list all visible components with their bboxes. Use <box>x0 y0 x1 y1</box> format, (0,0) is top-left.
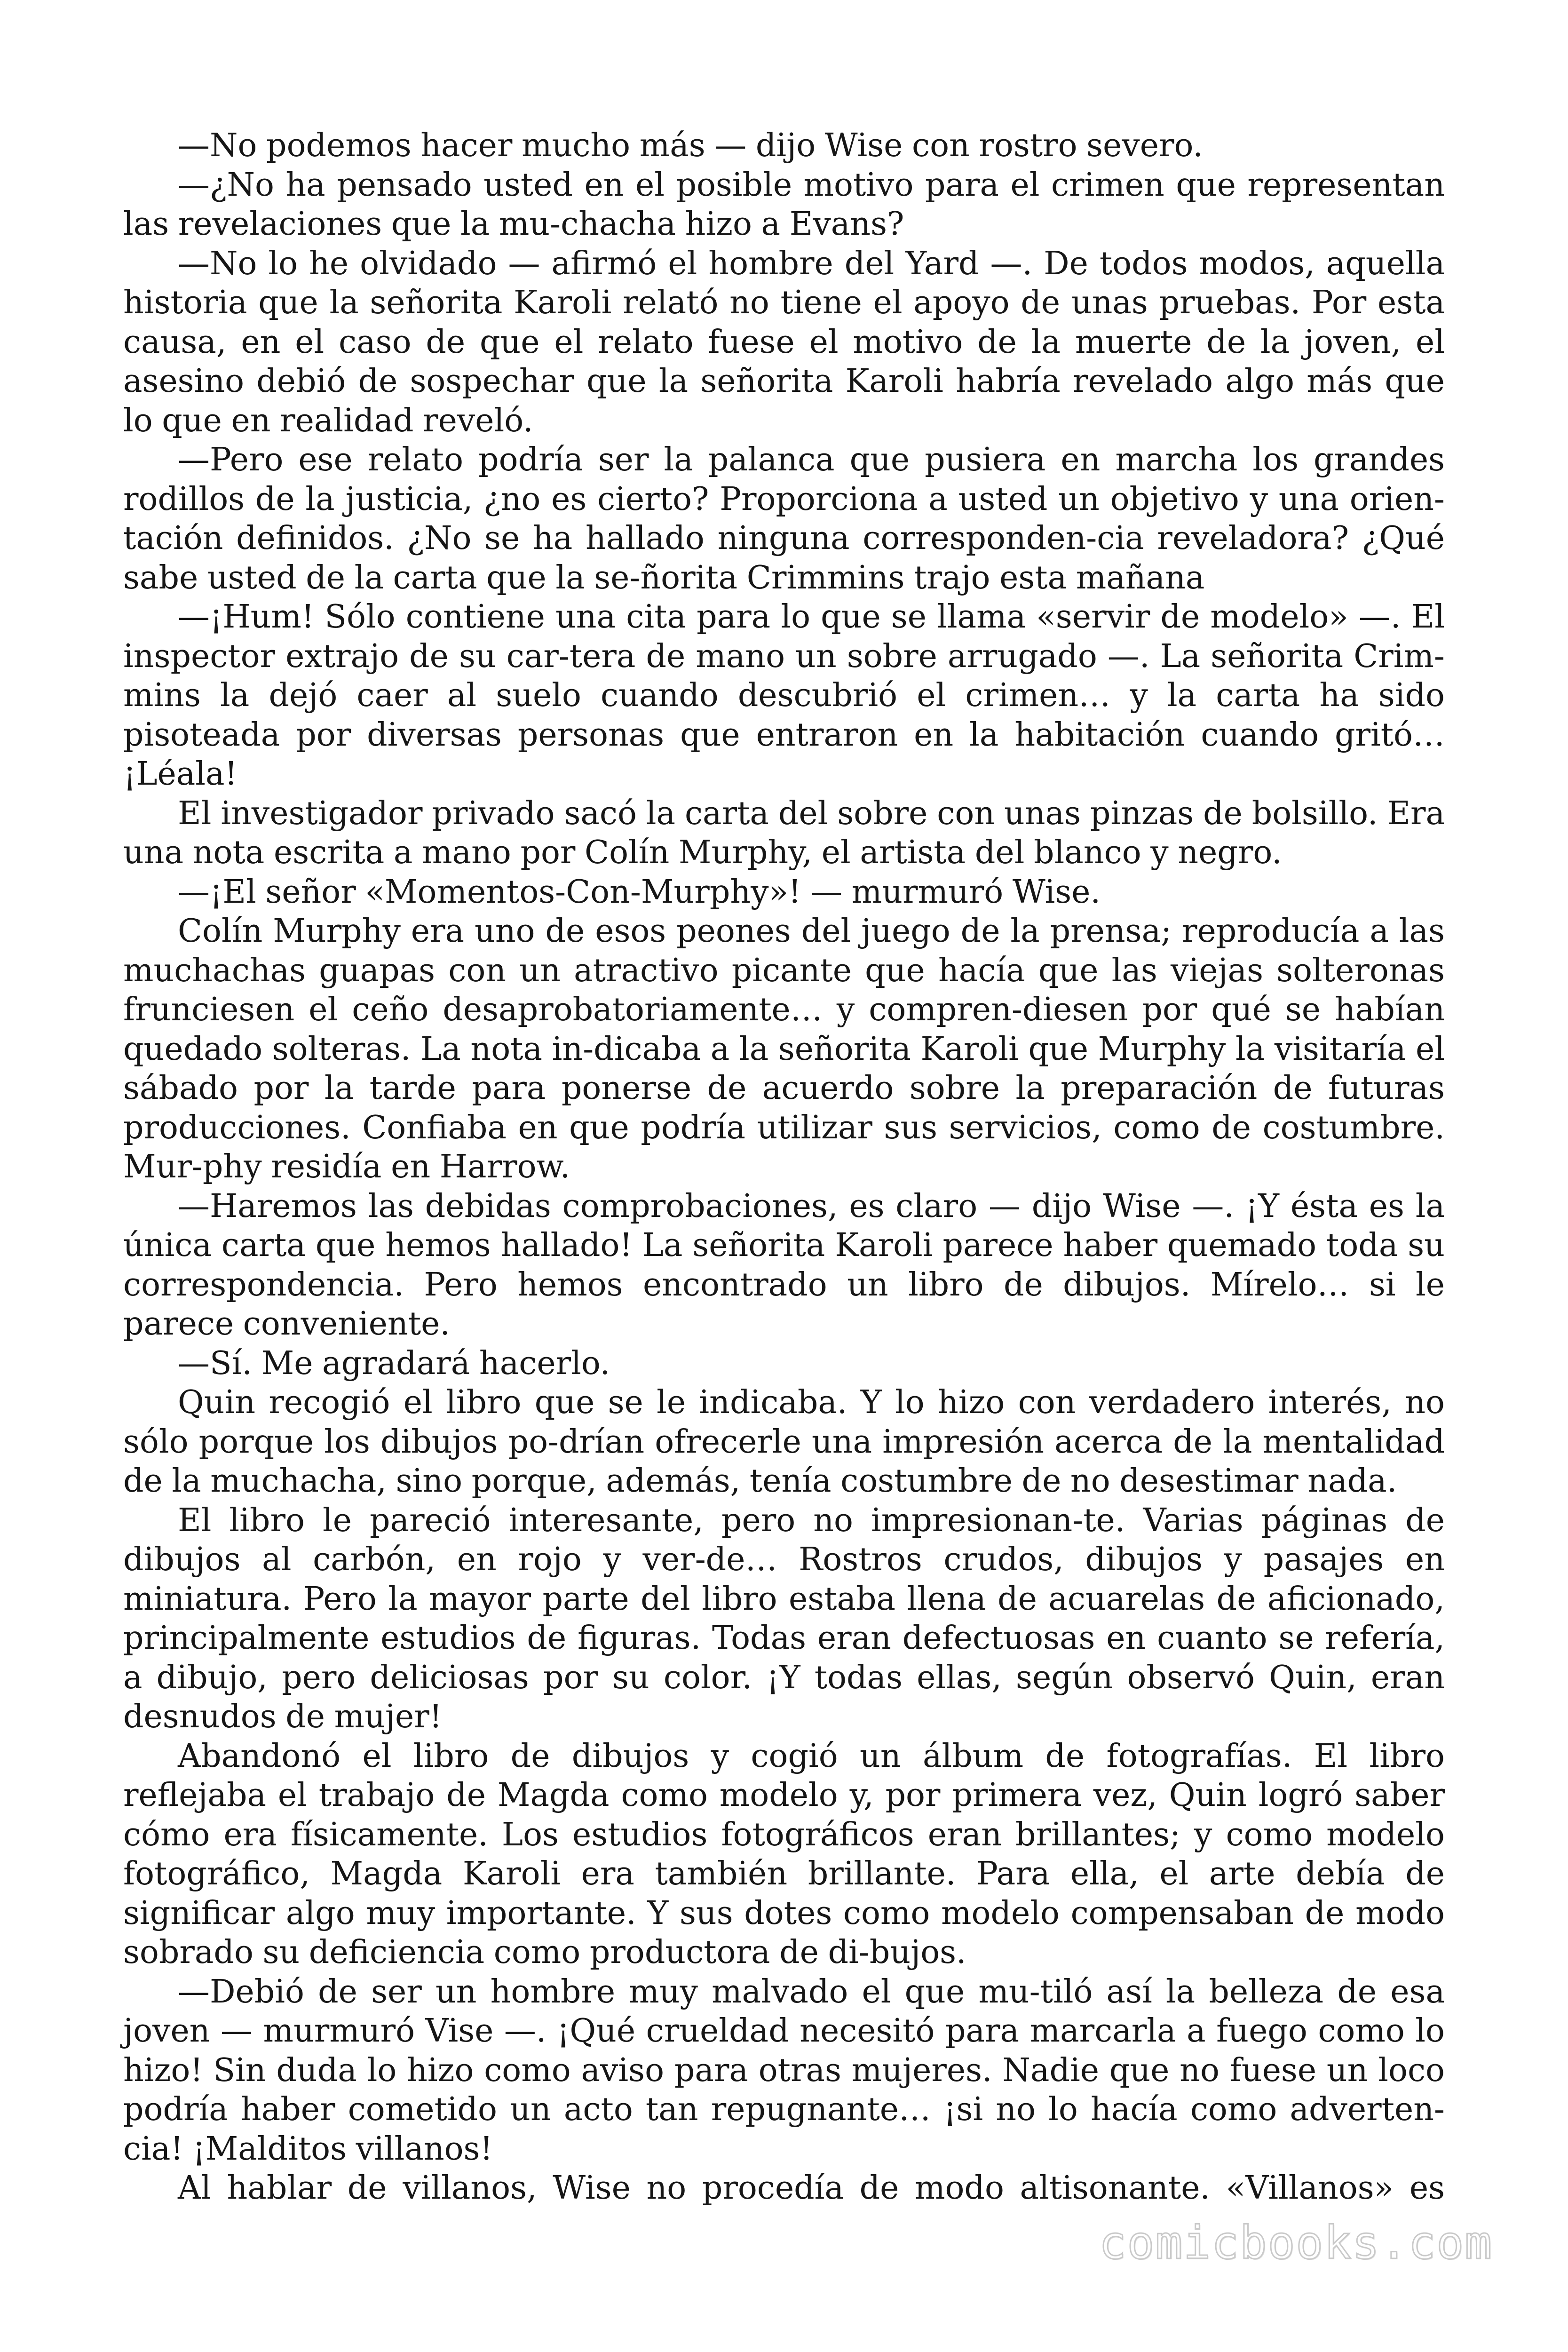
paragraph: Quin recogió el libro que se le indicaba. Y lo hizo con verdadero interés, no sólo porque los dibujos po-drían ofrecerle una impresión acerca de la mentalidad de la muchacha, sino porque, además, tenía costumbre de no desestimar nada. <box>123 1384 1445 1500</box>
paragraph: Al hablar de villanos, Wise no procedía de modo altisonante. «Villanos» es <box>178 2169 1445 2207</box>
paragraph: —No podemos hacer mucho más — dijo Wise con rostro severo. <box>178 127 1203 164</box>
paragraph: —Debió de ser un hombre muy malvado el que mu-tiló así la belleza de esa joven — murmuró Vise —. ¡Qué crueldad necesitó para marcarla a fuego como lo hizo! Sin duda lo hizo como aviso para otras mujeres. Nadie que no fuese un loco podría haber cometido un acto tan repugnante… ¡si no lo hacía como adverten-cia! ¡Malditos villanos! <box>123 1973 1445 2168</box>
paragraph: —Haremos las debidas comprobaciones, es claro — dijo Wise —. ¡Y ésta es la única carta que hemos hallado! La señorita Karoli parece haber quemado toda su correspondencia. Pero hemos encontrado un libro de dibujos. Mírelo… si le parece conveniente. <box>123 1187 1445 1343</box>
paragraph: —Sí. Me agradará hacerlo. <box>178 1344 610 1382</box>
paragraph: Abandonó el libro de dibujos y cogió un álbum de fotografías. El libro reflejaba el trabajo de Magda como modelo y, por primera vez, Quin logró saber cómo era físicamente. Los estudios fotográficos eran brillantes; y como modelo fotográfico, Magda Karoli era también brillante. Para ella, el arte debía de significar algo muy importante. Y sus dotes como modelo compensaban de modo sobrado su deficiencia como productora de di-bujos. <box>123 1737 1445 1971</box>
paragraph: Colín Murphy era uno de esos peones del juego de la prensa; reproducía a las muchachas guapas con un atractivo picante que hacía que las viejas solteronas frunciesen el ceño desaprobatoriamente… y compren-diesen por qué se habían quedado solteras. La nota in-dicaba a la señorita Karoli que Murphy la visitaría el sábado por la tarde para ponerse de acuerdo sobre la preparación de futuras producciones. Confiaba en que podría utilizar sus servicios, como de costumbre. Mur-phy residía en Harrow. <box>123 913 1445 1185</box>
paragraph: El libro le pareció interesante, pero no impresionan-te. Varias páginas de dibujos al carbón, en rojo y ver-de… Rostros crudos, dibujos y pasajes en miniatura. Pero la mayor parte del libro estaba llena de acuarelas de aficionado, principalmente estudios de figuras. Todas eran defectuosas en cuanto se refería, a dibujo, pero deliciosas por su color. ¡Y todas ellas, según observó Quin, eran desnudos de mujer! <box>123 1502 1445 1735</box>
paragraph: El investigador privado sacó la carta del sobre con unas pinzas de bolsillo. Era una nota escrita a mano por Colín Murphy, el artista del blanco y negro. <box>123 795 1445 871</box>
paragraph: —¡Hum! Sólo contiene una cita para lo que se llama «servir de modelo» —. El inspector extrajo de su car-tera de mano un sobre arrugado —. La señorita Crim-mins la dejó caer al suelo cuando descubrió el crimen… y la carta ha sido pisoteada por diversas personas que entraron en la habitación cuando gritó… ¡Léala! <box>123 598 1445 793</box>
paragraph: —Pero ese relato podría ser la palanca que pusiera en marcha los grandes rodillos de la justicia, ¿no es cierto? Proporciona a usted un objetivo y una orien-tación definidos. ¿No se ha hallado ninguna corresponden-cia reveladora? ¿Qué sabe usted de la carta que la se-ñorita Crimmins trajo esta mañana <box>123 441 1445 596</box>
paragraph: —No lo he olvidado — afirmó el hombre del Yard —. De todos modos, aquella historia que la señorita Karoli relató no tiene el apoyo de unas pruebas. Por esta causa, en el caso de que el relato fuese el motivo de la muerte de la joven, el asesino debió de sospechar que la señorita Karoli habría revelado algo más que lo que en realidad reveló. <box>123 245 1445 439</box>
paragraph: —¿No ha pensado usted en el posible motivo para el crimen que representan las revelaciones que la mu-chacha hizo a Evans? <box>123 166 1445 243</box>
paragraph: —¡El señor «Momentos-Con-Murphy»! — murmuró Wise. <box>178 873 1101 911</box>
page-body <box>123 126 1445 2208</box>
watermark-logo: comicbooks.com <box>1099 2217 1493 2269</box>
